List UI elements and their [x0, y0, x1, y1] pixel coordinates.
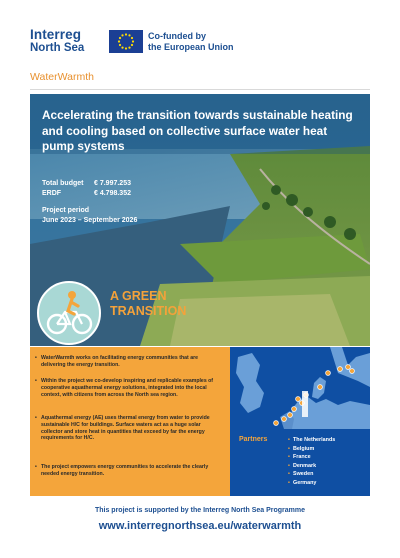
hero-section [30, 94, 370, 346]
project-name: WaterWarmth [30, 71, 94, 83]
eu-flag-icon [109, 30, 143, 53]
partner-country: • Sweden [288, 470, 335, 479]
header-logos [30, 28, 370, 56]
budget-value: € 7.997.253 [94, 180, 131, 187]
period-label: Project period [42, 207, 90, 214]
erdf-label: ERDF [42, 190, 62, 197]
partner-country: • Belgium [288, 445, 335, 454]
cofunded-text: Co-funded by [148, 31, 206, 41]
interreg-logo-text: Interreg [30, 27, 82, 42]
period-value: June 2023 – September 2026 [42, 217, 138, 224]
partner-country: • The Netherlands [288, 436, 335, 445]
partner-country: • France [288, 453, 335, 462]
partner-country: • Denmark [288, 462, 335, 471]
partner-country: • Germany [288, 479, 335, 488]
partner-country-list [288, 436, 335, 488]
website-link[interactable]: www.interregnorthsea.eu/waterwarmth [98, 520, 302, 532]
interreg-programme-text: North Sea [30, 42, 85, 54]
cofunded-eu-text: the European Union [148, 42, 234, 52]
theme-title [110, 289, 186, 319]
erdf-value: € 4.798.352 [94, 190, 131, 197]
partners-label: Partners [239, 436, 268, 443]
divider [30, 89, 370, 90]
theme-line-2: TRANSITION [110, 304, 187, 318]
cyclist-icon [34, 278, 104, 346]
partners-panel [230, 347, 370, 496]
theme-line-1: A GREEN [110, 289, 167, 303]
headline: Accelerating the transition towards sustainable heating and cooling based on collective surface water heat pump systems [42, 108, 353, 153]
budget-label: Total budget [42, 180, 84, 187]
support-statement: This project is supported by the Interreg North Sea Programme [94, 507, 306, 514]
budget-block [42, 179, 242, 199]
period-block [42, 206, 137, 226]
project-summary-panel: • WaterWarmth works on facilitating energy communities that are delivering the energy transition. • Within the project we co-develop inspiring and replicable examples of cooperative aquathermal energy solutions, integrated into the local context, with citizens from across the North sea region. • Aquathermal energy (AE) uses thermal energy from water to provide sustainable H/C for buildings. Surface waters act as a huge solar collector and store heat in quantities that exceed by far the energy requirements for H/C. • The project empowers energy communities to accelerate the clearly needed energy transition. [30, 347, 230, 496]
north-sea-map [230, 347, 370, 429]
